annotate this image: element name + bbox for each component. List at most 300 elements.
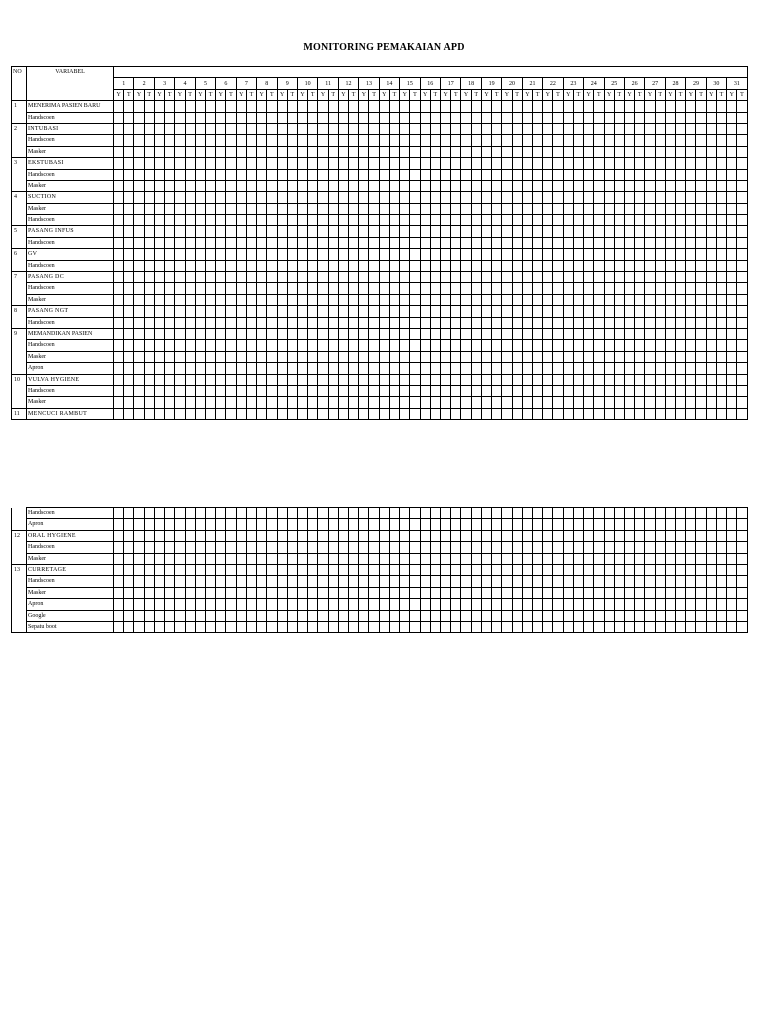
check-cell [461, 192, 471, 203]
check-cell [338, 530, 348, 541]
check-cell [696, 283, 706, 294]
check-cell [175, 135, 185, 146]
check-cell [461, 397, 471, 408]
check-cell [532, 408, 542, 419]
check-cell [257, 226, 267, 237]
check-cell [389, 226, 399, 237]
check-cell [665, 249, 675, 260]
check-cell [114, 101, 124, 112]
check-cell [144, 146, 154, 157]
check-cell [308, 101, 318, 112]
check-cell [573, 215, 583, 226]
check-cell [297, 169, 307, 180]
check-cell [727, 306, 737, 317]
check-cell [563, 564, 573, 575]
check-cell [226, 328, 236, 339]
check-cell [114, 587, 124, 598]
check-cell [349, 112, 359, 123]
day-number: 30 [706, 78, 726, 89]
check-cell [563, 599, 573, 610]
check-cell [216, 135, 226, 146]
check-cell [686, 340, 696, 351]
check-cell [635, 306, 645, 317]
check-cell [287, 215, 297, 226]
check-cell [492, 553, 502, 564]
check-cell [124, 203, 134, 214]
check-cell [328, 272, 338, 283]
check-cell [451, 530, 461, 541]
check-cell [706, 249, 716, 260]
check-cell [389, 328, 399, 339]
check-cell [655, 146, 665, 157]
check-cell [328, 621, 338, 632]
check-cell [236, 215, 246, 226]
check-cell [195, 260, 205, 271]
check-cell [328, 564, 338, 575]
check-cell [175, 158, 185, 169]
check-cell [584, 192, 594, 203]
check-cell [410, 351, 420, 362]
check-cell [175, 146, 185, 157]
check-cell [716, 294, 726, 305]
check-cell [502, 123, 512, 134]
check-cell [451, 272, 461, 283]
check-cell [154, 158, 164, 169]
check-cell [584, 599, 594, 610]
check-cell [277, 158, 287, 169]
check-cell [584, 553, 594, 564]
check-cell [257, 408, 267, 419]
check-cell [441, 542, 451, 553]
check-cell [706, 519, 716, 530]
check-cell [737, 564, 747, 575]
check-cell [318, 553, 328, 564]
check-cell [349, 576, 359, 587]
check-cell [584, 237, 594, 248]
check-cell [512, 203, 522, 214]
check-cell [512, 508, 522, 519]
check-cell [165, 530, 175, 541]
check-cell [502, 576, 512, 587]
check-cell [532, 249, 542, 260]
check-cell [114, 542, 124, 553]
check-cell [512, 385, 522, 396]
check-cell [563, 610, 573, 621]
check-cell [635, 317, 645, 328]
check-cell [676, 249, 686, 260]
check-cell [246, 237, 256, 248]
check-cell [553, 610, 563, 621]
check-cell [573, 192, 583, 203]
check-cell [267, 351, 277, 362]
check-cell [706, 599, 716, 610]
check-cell [624, 169, 634, 180]
check-cell [676, 519, 686, 530]
check-cell [573, 146, 583, 157]
check-cell [512, 397, 522, 408]
check-cell [338, 237, 348, 248]
check-cell [175, 340, 185, 351]
check-cell [471, 226, 481, 237]
check-cell [461, 587, 471, 598]
check-cell [481, 306, 491, 317]
check-cell [297, 260, 307, 271]
day-number: 11 [318, 78, 338, 89]
check-cell [706, 385, 716, 396]
check-cell [205, 340, 215, 351]
check-cell [400, 610, 410, 621]
check-cell [195, 621, 205, 632]
check-cell [604, 519, 614, 530]
check-cell [635, 272, 645, 283]
check-cell [492, 610, 502, 621]
check-cell [328, 215, 338, 226]
check-cell [604, 146, 614, 157]
check-cell [389, 135, 399, 146]
day-header-blank [114, 67, 748, 78]
check-cell [410, 123, 420, 134]
y-label: Y [318, 89, 328, 100]
check-cell [175, 351, 185, 362]
check-cell [389, 158, 399, 169]
check-cell [165, 294, 175, 305]
check-cell [563, 237, 573, 248]
check-cell [716, 519, 726, 530]
check-cell [553, 192, 563, 203]
check-cell [287, 610, 297, 621]
check-cell [379, 553, 389, 564]
check-cell [257, 385, 267, 396]
check-cell [389, 306, 399, 317]
table-row [12, 340, 748, 351]
check-cell [696, 294, 706, 305]
check-cell [175, 610, 185, 621]
check-cell [676, 587, 686, 598]
check-cell [349, 328, 359, 339]
check-cell [349, 508, 359, 519]
t-label: T [512, 89, 522, 100]
check-cell [379, 576, 389, 587]
check-cell [635, 215, 645, 226]
check-cell [716, 123, 726, 134]
check-cell [134, 112, 144, 123]
check-cell [297, 351, 307, 362]
check-cell [471, 203, 481, 214]
check-cell [655, 374, 665, 385]
check-cell [553, 260, 563, 271]
check-cell [226, 519, 236, 530]
t-label: T [267, 89, 277, 100]
check-cell [594, 158, 604, 169]
check-cell [512, 215, 522, 226]
check-cell [287, 553, 297, 564]
check-cell [114, 621, 124, 632]
check-cell [349, 530, 359, 541]
y-label: Y [706, 89, 716, 100]
check-cell [195, 101, 205, 112]
check-cell [441, 101, 451, 112]
check-cell [216, 328, 226, 339]
check-cell [676, 408, 686, 419]
row-number [12, 237, 27, 248]
check-cell [737, 610, 747, 621]
check-cell [492, 519, 502, 530]
check-cell [389, 542, 399, 553]
check-cell [144, 340, 154, 351]
check-cell [532, 158, 542, 169]
check-cell [338, 203, 348, 214]
check-cell [226, 374, 236, 385]
check-cell [716, 397, 726, 408]
check-cell [205, 397, 215, 408]
check-cell [584, 123, 594, 134]
check-cell [318, 306, 328, 317]
check-cell [727, 249, 737, 260]
check-cell [124, 192, 134, 203]
no-header: NO [12, 67, 27, 101]
check-cell [226, 237, 236, 248]
check-cell [614, 576, 624, 587]
check-cell [134, 576, 144, 587]
check-cell [492, 564, 502, 575]
check-cell [257, 180, 267, 191]
check-cell [420, 203, 430, 214]
check-cell [205, 621, 215, 632]
check-cell [430, 328, 440, 339]
check-cell [686, 226, 696, 237]
check-cell [185, 192, 195, 203]
check-cell [716, 610, 726, 621]
row-number [12, 351, 27, 362]
check-cell [216, 519, 226, 530]
check-cell [563, 226, 573, 237]
check-cell [205, 587, 215, 598]
check-cell [696, 599, 706, 610]
check-cell [492, 158, 502, 169]
check-cell [205, 112, 215, 123]
check-cell [481, 328, 491, 339]
check-cell [522, 564, 532, 575]
variable-label: Handscoen [27, 215, 114, 226]
check-cell [246, 226, 256, 237]
check-cell [349, 146, 359, 157]
check-cell [543, 408, 553, 419]
check-cell [665, 351, 675, 362]
check-cell [543, 340, 553, 351]
check-cell [318, 237, 328, 248]
check-cell [165, 146, 175, 157]
t-label: T [165, 89, 175, 100]
check-cell [614, 169, 624, 180]
check-cell [645, 351, 655, 362]
t-label: T [614, 89, 624, 100]
check-cell [502, 317, 512, 328]
check-cell [124, 237, 134, 248]
check-cell [532, 340, 542, 351]
y-label: Y [584, 89, 594, 100]
check-cell [267, 135, 277, 146]
check-cell [154, 610, 164, 621]
check-cell [144, 249, 154, 260]
check-cell [216, 226, 226, 237]
check-cell [379, 294, 389, 305]
check-cell [543, 363, 553, 374]
check-cell [522, 374, 532, 385]
check-cell [236, 226, 246, 237]
check-cell [287, 135, 297, 146]
check-cell [676, 123, 686, 134]
check-cell [297, 283, 307, 294]
check-cell [430, 374, 440, 385]
check-cell [502, 283, 512, 294]
check-cell [216, 249, 226, 260]
check-cell [716, 203, 726, 214]
check-cell [338, 146, 348, 157]
check-cell [706, 351, 716, 362]
row-number [12, 610, 27, 621]
check-cell [144, 328, 154, 339]
check-cell [492, 203, 502, 214]
check-cell [655, 519, 665, 530]
check-cell [635, 397, 645, 408]
table-row [12, 237, 748, 248]
check-cell [502, 542, 512, 553]
check-cell [195, 599, 205, 610]
check-cell [604, 260, 614, 271]
check-cell [328, 283, 338, 294]
check-cell [410, 215, 420, 226]
check-cell [665, 408, 675, 419]
check-cell [604, 317, 614, 328]
check-cell [175, 306, 185, 317]
check-cell [277, 610, 287, 621]
row-number [12, 260, 27, 271]
check-cell [338, 508, 348, 519]
check-cell [655, 542, 665, 553]
check-cell [461, 169, 471, 180]
check-cell [522, 553, 532, 564]
check-cell [532, 260, 542, 271]
check-cell [492, 169, 502, 180]
check-cell [553, 587, 563, 598]
table-row [12, 272, 748, 283]
check-cell [624, 192, 634, 203]
variable-label: Sepatu boot [27, 621, 114, 632]
check-cell [185, 587, 195, 598]
check-cell [676, 530, 686, 541]
check-cell [471, 112, 481, 123]
check-cell [461, 294, 471, 305]
check-cell [257, 363, 267, 374]
check-cell [573, 397, 583, 408]
check-cell [379, 180, 389, 191]
check-cell [532, 385, 542, 396]
check-cell [461, 576, 471, 587]
t-label: T [144, 89, 154, 100]
check-cell [594, 553, 604, 564]
check-cell [216, 146, 226, 157]
check-cell [614, 397, 624, 408]
check-cell [410, 146, 420, 157]
header-row-top [12, 67, 748, 78]
check-cell [594, 374, 604, 385]
check-cell [216, 283, 226, 294]
check-cell [573, 340, 583, 351]
check-cell [175, 203, 185, 214]
check-cell [236, 317, 246, 328]
check-cell [246, 587, 256, 598]
check-cell [267, 112, 277, 123]
check-cell [379, 351, 389, 362]
check-cell [481, 397, 491, 408]
check-cell [512, 553, 522, 564]
check-cell [236, 374, 246, 385]
check-cell [635, 135, 645, 146]
check-cell [134, 180, 144, 191]
check-cell [706, 530, 716, 541]
check-cell [430, 408, 440, 419]
check-cell [144, 530, 154, 541]
check-cell [553, 249, 563, 260]
check-cell [257, 215, 267, 226]
check-cell [665, 169, 675, 180]
check-cell [216, 112, 226, 123]
check-cell [471, 340, 481, 351]
check-cell [205, 519, 215, 530]
check-cell [512, 328, 522, 339]
check-cell [624, 385, 634, 396]
check-cell [563, 123, 573, 134]
check-cell [614, 260, 624, 271]
check-cell [532, 553, 542, 564]
y-label: Y [441, 89, 451, 100]
check-cell [451, 340, 461, 351]
check-cell [563, 272, 573, 283]
check-cell [154, 294, 164, 305]
check-cell [492, 408, 502, 419]
check-cell [410, 294, 420, 305]
check-cell [584, 564, 594, 575]
table-row [12, 317, 748, 328]
check-cell [349, 226, 359, 237]
check-cell [676, 215, 686, 226]
check-cell [277, 363, 287, 374]
check-cell [257, 260, 267, 271]
check-cell [584, 621, 594, 632]
check-cell [727, 283, 737, 294]
check-cell [604, 112, 614, 123]
check-cell [706, 576, 716, 587]
check-cell [706, 272, 716, 283]
check-cell [655, 351, 665, 362]
check-cell [655, 203, 665, 214]
check-cell [655, 101, 665, 112]
check-cell [471, 408, 481, 419]
check-cell [165, 519, 175, 530]
day-number: 3 [154, 78, 174, 89]
check-cell [502, 553, 512, 564]
check-cell [461, 272, 471, 283]
check-cell [114, 576, 124, 587]
check-cell [430, 576, 440, 587]
check-cell [737, 508, 747, 519]
check-cell [185, 180, 195, 191]
check-cell [175, 599, 185, 610]
check-cell [338, 260, 348, 271]
check-cell [400, 328, 410, 339]
row-number: 4 [12, 192, 27, 203]
check-cell [471, 351, 481, 362]
